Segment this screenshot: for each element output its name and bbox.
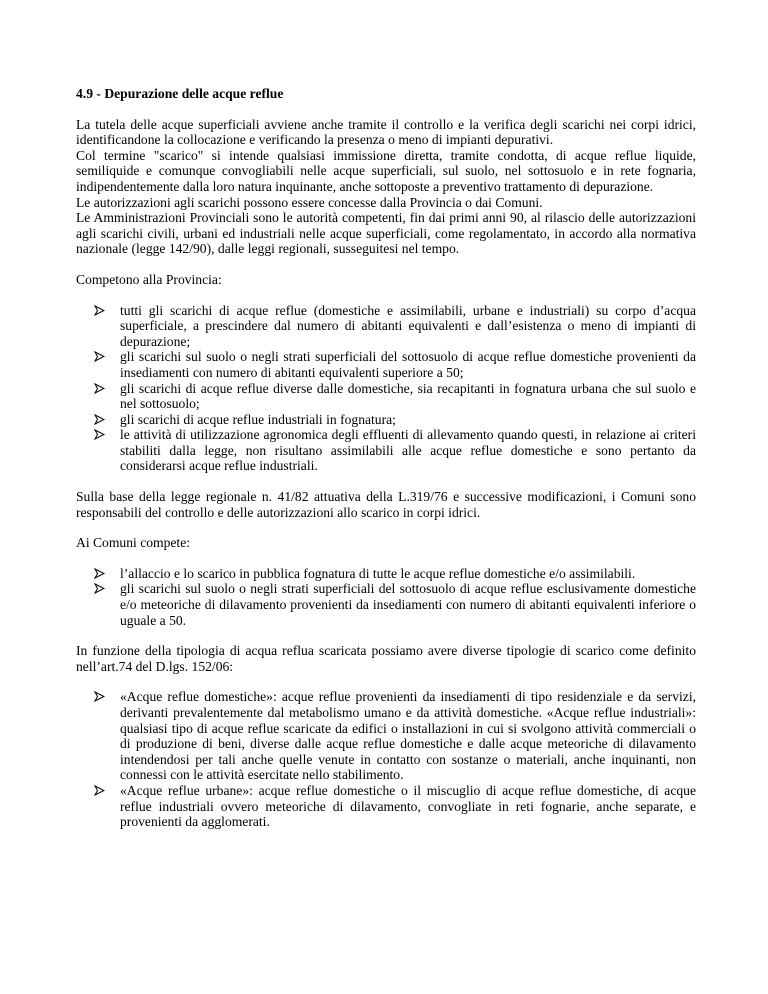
intro-line: Le Amministrazioni Provinciali sono le autorità competenti, fin dai primi anni 90, al rilascio delle autorizzazioni agli scarichi civili, urbani ed industriali nelle acque superficiali, come regolamentato, in accordo alla normativa nazionale (legge 142/90), dalle leggi regionali, susseguitesi nel tempo.: [76, 210, 696, 257]
provincia-list: [76, 303, 696, 475]
list-item: [76, 689, 696, 783]
list-item-text: «Acque reflue urbane»: acque reflue domestiche o il miscuglio di acque reflue domestiche, di acque reflue industriali ovvero meteoriche di dilavamento, convogliate in reti fognarie, anche separate, e provenienti da agglomerati.: [120, 782, 696, 830]
arrowhead-bullet-icon: [94, 783, 112, 799]
list-item-text: tutti gli scarichi di acque reflue (domestiche e assimilabili, urbane e industriali) su corpo d’acqua superficiale, a prescindere dal numero di abitanti equivalenti e dall’esistenza o meno di impianti di depurazione;: [120, 302, 696, 349]
comuni-paragraph: Sulla base della legge regionale n. 41/82 attuativa della L.319/76 e successive modificazioni, i Comuni sono responsabili del controllo e delle autorizzazioni allo scarico in corpi idrici.: [76, 489, 696, 520]
list-item-text: gli scarichi di acque reflue diverse dalle domestiche, sia recapitanti in fognatura urbana che sul suolo e nel sottosuolo;: [120, 380, 696, 412]
list-item: [76, 581, 696, 628]
list-item-text: le attività di utilizzazione agronomica degli effluenti di allevamento quando questi, in relazione ai criteri stabiliti dalla legge, non risultano assimilabili alle acque reflue domestiche e sono pertanto da considerarsi acque reflue industriali.: [120, 427, 696, 474]
tipologie-list: [76, 689, 696, 829]
list-item: [76, 783, 696, 830]
provincia-label: Competono alla Provincia:: [76, 271, 222, 287]
intro-line: Col termine "scarico" si intende qualsiasi immissione diretta, tramite condotta, di acque reflue liquide, semiliquide e comunque convogliabili nelle acque superficiali, sul suolo, nel sottosuolo e in rete fognaria, indipendentemente dalla loro natura inquinante, anche sottoposte a preventivo trattamento di depurazione.: [76, 147, 696, 194]
arrowhead-bullet-icon: [94, 566, 112, 582]
arrowhead-bullet-icon: [94, 381, 112, 397]
document-page: [76, 86, 696, 845]
arrowhead-bullet-icon: [94, 689, 112, 705]
list-item-text: gli scarichi sul suolo o negli strati superficiali del sottosuolo di acque reflue domestiche provenienti da insediamenti con numero di abitanti equivalenti superiore a 50;: [120, 349, 696, 380]
section-heading: 4.9 - Depurazione delle acque reflue: [76, 86, 284, 101]
list-item: [76, 303, 696, 350]
list-item: [76, 412, 696, 428]
intro-paragraph: [76, 117, 696, 257]
intro-line: La tutela delle acque superficiali avviene anche tramite il controllo e la verifica degli scarichi nei corpi idrici, identificandone la collocazione e verificando la presenza o meno di impianti depurativi.: [76, 116, 696, 148]
list-item: [76, 427, 696, 474]
comuni-list: [76, 566, 696, 628]
arrowhead-bullet-icon: [94, 412, 112, 428]
list-item-text: gli scarichi sul suolo o negli strati superficiali del sottosuolo di acque reflue esclusivamente domestiche e/o meteoriche di dilavamento provenienti da insediamenti con numero di abitanti equivalenti inferiore o uguale a 50.: [120, 581, 696, 628]
tipologie-paragraph: In funzione della tipologia di acqua reflua scaricata possiamo avere diverse tipologie di scarico come definito nell’art.74 del D.lgs. 152/06:: [76, 643, 696, 674]
list-item: [76, 349, 696, 380]
list-item-text: l’allaccio e lo scarico in pubblica fognatura di tutte le acque reflue domestiche e/o assimilabili.: [120, 565, 636, 581]
arrowhead-bullet-icon: [94, 349, 112, 365]
list-item: [76, 566, 696, 582]
list-item-text: «Acque reflue domestiche»: acque reflue provenienti da insediamenti di tipo residenziale e da servizi, derivanti prevalentemente dal metabolismo umano e da attività domestiche. «Acque reflue industriali»: qualsiasi tipo di acque reflue scaricate da edifici o installazioni in cui si svolgono attività commerciali o di produzione di beni, diverse dalle acque reflue domestiche e dalle acque meteoriche di dilavamento intendendosi per tali anche quelle venute in contatto con sostanze o materiali, anche inquinanti, non connessi con le attività esercitate nello stabilimento.: [120, 689, 696, 783]
arrowhead-bullet-icon: [94, 581, 112, 597]
arrowhead-bullet-icon: [94, 303, 112, 319]
list-item: [76, 381, 696, 412]
comuni-label: Ai Comuni compete:: [76, 535, 191, 551]
arrowhead-bullet-icon: [94, 427, 112, 443]
intro-line: Le autorizzazioni agli scarichi possono essere concesse dalla Provincia o dai Comuni.: [76, 194, 543, 210]
list-item-text: gli scarichi di acque reflue industriali in fognatura;: [120, 411, 396, 427]
